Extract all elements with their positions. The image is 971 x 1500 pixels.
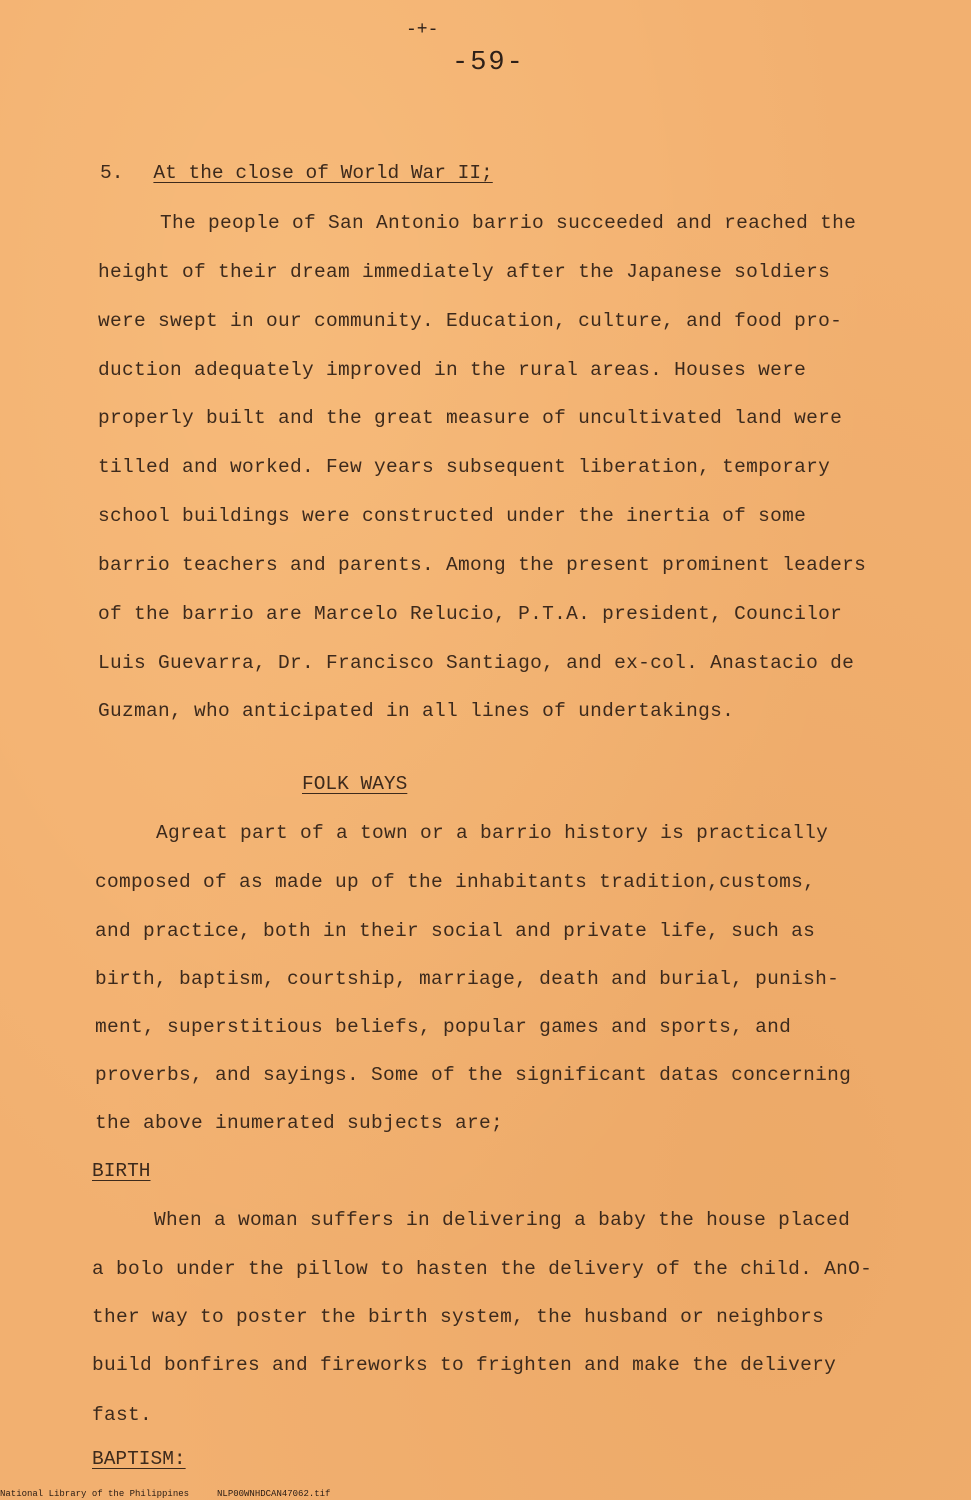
scan-footer <box>0 1489 330 1499</box>
paragraph-line: and practice, both in their social and private life, such as <box>95 920 816 942</box>
paragraph-line: barrio teachers and parents. Among the present prominent leaders <box>98 554 867 576</box>
section-number: 5. <box>100 162 124 184</box>
page-number: -59- <box>452 48 525 78</box>
paragraph-line: proverbs, and sayings. Some of the significant datas concerning <box>95 1064 852 1086</box>
paragraph-line: school buildings were constructed under the inertia of some <box>98 505 807 527</box>
paragraph-line: composed of as made up of the inhabitants tradition,customs, <box>95 871 816 893</box>
paragraph-line: a bolo under the pillow to hasten the delivery of the child. AnO- <box>92 1258 873 1280</box>
baptism-heading: BAPTISM: <box>92 1448 186 1470</box>
paragraph-line: fast. <box>92 1404 153 1426</box>
paragraph-line: birth, baptism, courtship, marriage, death and burial, punish- <box>95 968 840 990</box>
paragraph-line: ther way to poster the birth system, the husband or neighbors <box>92 1306 825 1328</box>
folk-ways-heading: FOLK WAYS <box>302 773 408 795</box>
paragraph-line: properly built and the great measure of uncultivated land were <box>98 407 843 429</box>
paragraph-line: The people of San Antonio barrio succeeded and reached the <box>160 212 857 234</box>
paragraph-line: height of their dream immediately after the Japanese soldiers <box>98 261 831 283</box>
footer-source: National Library of the Philippines <box>0 1489 190 1499</box>
paragraph-line: were swept in our community. Education, culture, and food pro- <box>98 310 843 332</box>
paragraph-line: Luis Guevarra, Dr. Francisco Santiago, and ex-col. Anastacio de <box>98 652 855 674</box>
header-mark: -+- <box>406 20 439 40</box>
birth-heading: BIRTH <box>92 1160 151 1182</box>
paragraph-line: Guzman, who anticipated in all lines of undertakings. <box>98 700 735 722</box>
paragraph-line: of the barrio are Marcelo Relucio, P.T.A. president, Councilor <box>98 603 843 625</box>
paragraph-line: Agreat part of a town or a barrio history is practically <box>156 822 829 844</box>
paragraph-line: ment, superstitious beliefs, popular games and sports, and <box>95 1016 792 1038</box>
section-heading <box>100 162 493 184</box>
footer-file: NLP00WNHDCAN47062.tif <box>217 1489 331 1499</box>
paragraph-line: build bonfires and fireworks to frighten and make the delivery <box>92 1354 837 1376</box>
paragraph-line: duction adequately improved in the rural areas. Houses were <box>98 359 807 381</box>
section-title: At the close of World War II; <box>153 162 493 184</box>
paragraph-line: When a woman suffers in delivering a baby the house placed <box>154 1209 851 1231</box>
paragraph-line: tilled and worked. Few years subsequent liberation, temporary <box>98 456 831 478</box>
paragraph-line: the above inumerated subjects are; <box>95 1112 504 1134</box>
